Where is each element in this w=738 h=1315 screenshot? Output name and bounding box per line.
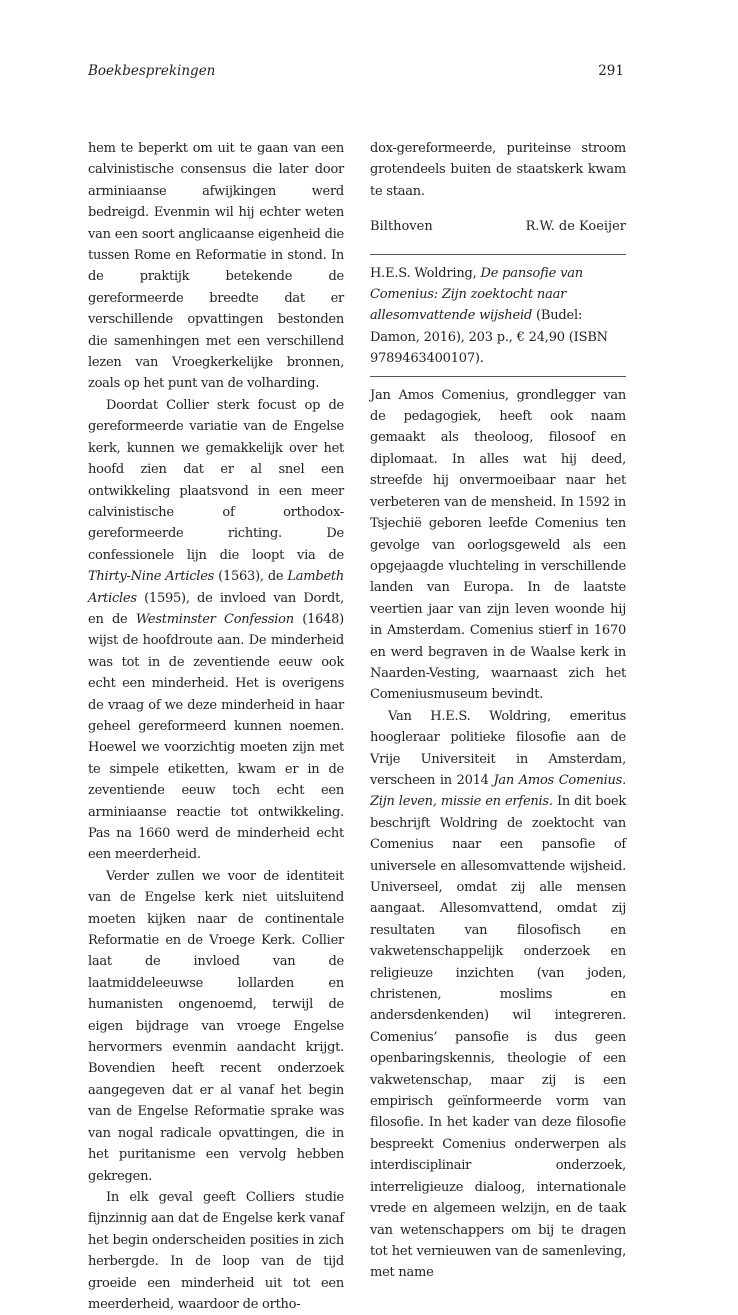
book-author: H.E.S. Woldring,: [370, 265, 481, 281]
right-column: [370, 138, 626, 1284]
text-run: (1648) wijst de hoofdroute aan. De minderheid was tot in de zeventiende eeuw ook echt een minderheid. Het is overigens de vraag of we deze minderheid in haar geheel gereformeerd kunnen noemen. Hoewel we voorzichtig moeten zijn met te simpele etiketten, kwam er in de zeventiende eeuw toch echt een arminiaanse reactie tot ontwikkeling. Pas na 1660 werd de minderheid echt een meerderheid.: [88, 611, 344, 863]
italic-title: Lambeth Articles: [88, 569, 344, 606]
paragraph: [370, 706, 626, 1284]
running-header: Boekbesprekingen: [88, 63, 216, 79]
paragraph: Jan Amos Comenius, grondlegger van de pedagogiek, heeft ook naam gemaakt als theoloog, filosoof en diplomaat. In alles wat hij deed, streefde hij onvermoeibaar naar het verbeteren van de mensheid. In 1592 in Tsjechië geboren leefde Comenius ten gevolge van oorlogsgeweld als een opgejaagde vluchteling in verschillende landen van Europa. In de laatste veertien jaar van zijn leven woonde hij in Amsterdam. Comenius stierf in 1670 en werd begraven in de Waalse kerk in Naarden-Vesting, waarnaast zich het Comeniusmuseum bevindt.: [370, 387, 626, 703]
left-column: [88, 138, 344, 1315]
paragraph: hem te beperkt om uit te gaan van een calvinistische consensus die later door arminiaanse afwijkingen werd bedreigd. Evenmin wil hij echter weten van een soort anglicaanse eigenheid die tussen Rome en Reformatie in stond. In de praktijk betekende de gereformeerde breedte dat er verschillende opvattingen bestonden die samenhingen met een verschillend lezen van Vroegkerkelijke bronnen, zoals op het punt van de volharding.: [88, 141, 344, 392]
italic-title: Thirty-Nine Articles: [88, 569, 215, 585]
paragraph: dox-gereformeerde, puriteinse stroom grotendeels buiten de staatskerk kwam te staan.: [370, 141, 626, 199]
page-number: 291: [598, 63, 624, 79]
signature-place: Bilthoven: [370, 219, 433, 235]
text-run: (1595), de invloed van Dordt, en de: [88, 590, 344, 627]
italic-title: Westminster Confession: [135, 611, 294, 627]
paragraph: Verder zullen we voor de identiteit van de Engelse kerk niet uitsluitend moeten kijken naar de continentale Reformatie en de Vroege Kerk. Collier laat de invloed van de laatmiddeleeuwse lollarden en humanisten ongenoemd, terwijl de eigen bijdrage van vroege Engelse hervormers evenmin aandacht krijgt. Bovendien heeft recent onderzoek aangegeven dat er al vanaf het begin van de Engelse Reformatie sprake was van nogal radicale opvattingen, die in het puritanisme een vervolg hebben gekregen.: [88, 868, 344, 1184]
text-run: Doordat Collier sterk focust op de gereformeerde variatie van de Engelse kerk, kunnen we gemakkelijk over het hoofd zien dat er al snel een ontwikkeling plaatsvond in een meer calvinistische of orthodox-gereformeerde richting. De confessionele lijn die loopt via de: [88, 397, 344, 563]
reviewer-name: R.W. de Koeijer: [525, 219, 626, 235]
text-run: In dit boek beschrijft Woldring de zoektocht van Comenius naar een pansofie of universele en allesomvattende wijsheid. Universeel, omdat zij alle mensen aangaat. Allesomvattend, omdat zij resultaten van filosofisch en vakwetenschappelijk onderzoek en religieuze inzichten (van joden, christenen, moslims en andersdenkenden) wil integreren. Comenius’ pansofie is dus geen openbaringskennis, theologie of een vakwetenschap, maar zij is een empirisch geïnformeerde vorm van filosofie. In het kader van deze filosofie bespreekt Comenius onderwerpen als interdisciplinair onderzoek, interreligieuze dialoog, internationale vrede en algemeen welzijn, en de taak van wetenschappers om bij te dragen tot het vernieuwen van de samenleving, met name: [370, 794, 627, 1281]
italic-title: Jan Amos Comenius. Zijn leven, missie en erfenis.: [370, 772, 626, 810]
bibliographic-entry: [370, 255, 626, 376]
book-title: De pansofie van Comenius: Zijn zoektocht naar allesomvattende wijsheid: [370, 265, 583, 324]
text-run: (1563), de: [214, 569, 288, 585]
paragraph: In elk geval geeft Colliers studie fijnzinnig aan dat de Engelse kerk vanaf het begin onderscheiden posities in zich herbergde. In de loop van de tijd groeide een minderheid uit tot een meerderheid, waardoor de ortho-: [88, 1189, 344, 1312]
paragraph: [88, 395, 344, 866]
review-signature: [370, 216, 626, 237]
text-run: Van H.E.S. Woldring, emeritus hoogleraar politieke filosofie aan de Vrije Universiteit in Amsterdam, verscheen in 2014: [370, 708, 626, 788]
divider: [370, 376, 626, 377]
book-details: (Budel: Damon, 2016), 203 p., € 24,90 (ISBN 9789463400107).: [370, 308, 608, 367]
